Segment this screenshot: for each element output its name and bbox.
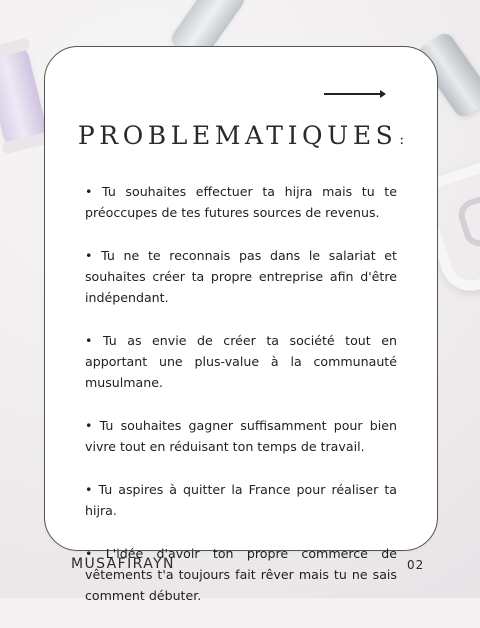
list-item: • Tu souhaites gagner suffisamment pour bien vivre tout en réduisant ton temps de travail.	[85, 418, 397, 454]
page-title-text: PROBLEMATIQUES	[77, 121, 398, 150]
page-title-suffix: :	[399, 132, 405, 148]
list-item: • L'idée d'avoir ton propre commerce de vêtements t'a toujours fait rêver mais tu ne sais comment débuter.	[85, 546, 397, 603]
brand-name: MUSAFIRAYN	[71, 556, 175, 572]
page-title	[45, 121, 437, 150]
list-item: • Tu souhaites effectuer ta hijra mais tu te préoccupes de tes futures sources de revenus.	[85, 184, 397, 220]
list-item: • Tu ne te reconnais pas dans le salariat et souhaites créer ta propre entreprise afin d'être indépendant.	[85, 248, 397, 305]
right-arrow-icon	[324, 93, 384, 95]
list-item: • Tu as envie de créer ta société tout en apportant une plus-value à la communauté musulmane.	[85, 333, 397, 390]
list-item: • Tu aspires à quitter la France pour réaliser ta hijra.	[85, 482, 397, 518]
page-number: 02	[407, 558, 425, 572]
